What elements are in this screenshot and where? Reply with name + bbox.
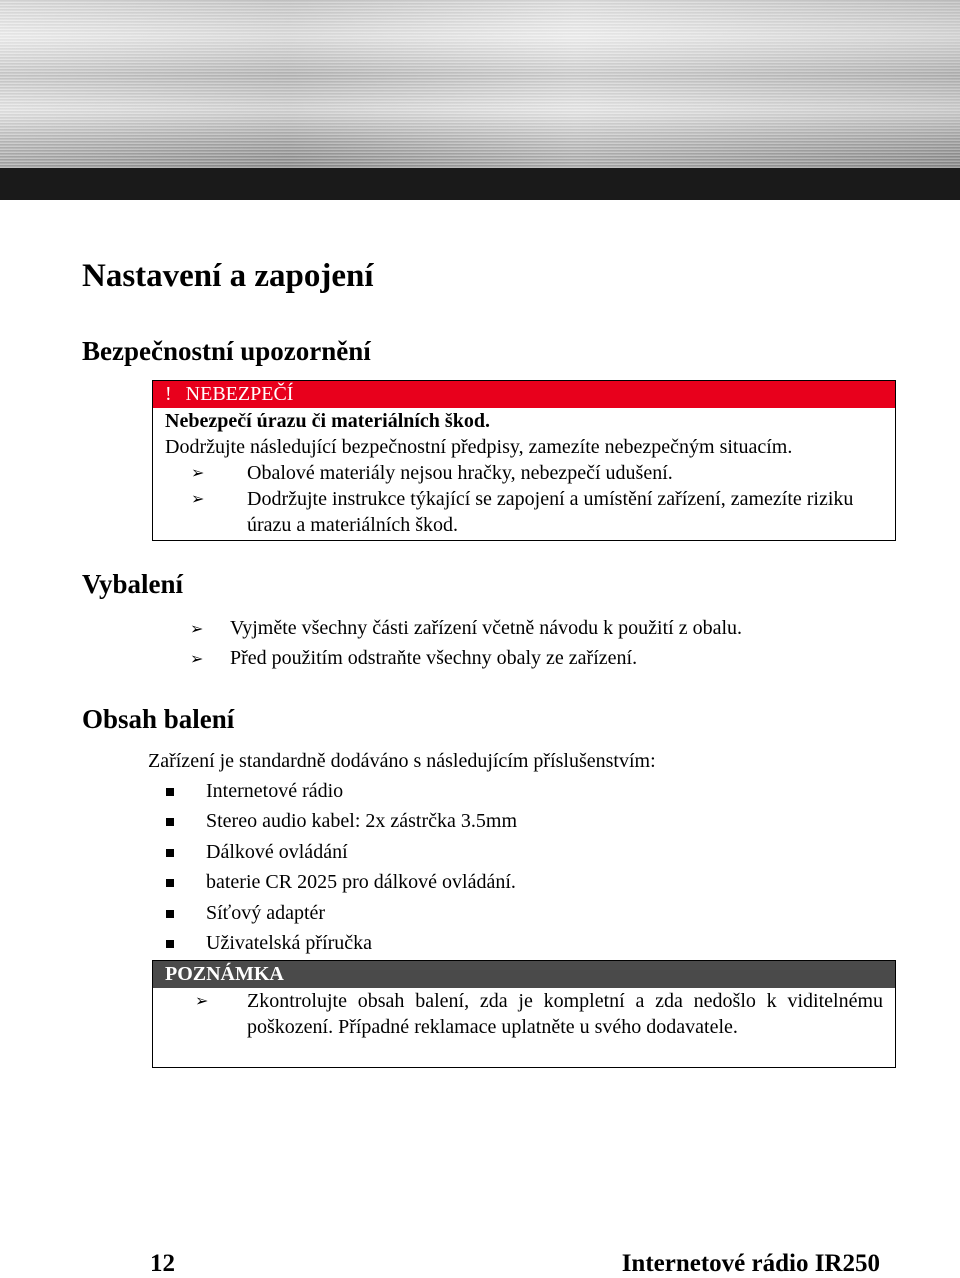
warning-icon: ! (165, 383, 172, 405)
arrow-bullet-icon: ➢ (191, 489, 205, 508)
danger-label: NEBEZPEČÍ (185, 383, 294, 405)
square-bullet-icon (166, 849, 174, 857)
unpacking-item (190, 647, 638, 670)
footer-product-title: Internetové rádio IR250 (621, 1250, 880, 1277)
danger-item-text: Obalové materiály nejsou hračky, nebezpečí udušení. (247, 462, 673, 484)
square-bullet-icon (166, 940, 174, 948)
contents-heading: Obsah balení (82, 704, 235, 734)
danger-box (152, 380, 896, 541)
note-text: Zkontrolujte obsah balení, zda je kompletní a zda nedošlo k viditelnému poškození. Případné reklamace uplatněte u svého dodavatele. (247, 990, 883, 1038)
danger-item (165, 460, 883, 486)
contents-item: Dálkové ovládání (206, 841, 348, 864)
note-box-header: POZNÁMKA (153, 961, 895, 988)
note-box-body (153, 988, 895, 1046)
danger-item (165, 486, 883, 538)
square-bullet-icon (166, 879, 174, 887)
unpacking-heading: Vybalení (82, 569, 184, 599)
arrow-bullet-icon: ➢ (191, 463, 205, 482)
danger-box-body (153, 408, 895, 538)
contents-item: baterie CR 2025 pro dálkové ovládání. (206, 871, 516, 894)
header-decoration (0, 0, 960, 168)
danger-line-2: Dodržujte následující bezpečnostní předpisy, zamezíte nebezpečným situacím. (165, 436, 793, 458)
danger-item-text: Dodržujte instrukce týkající se zapojení a umístění zařízení, zamezíte riziku úrazu a materiálních škod. (247, 488, 854, 536)
page-title: Nastavení a zapojení (82, 258, 374, 294)
arrow-bullet-icon: ➢ (190, 619, 204, 638)
danger-line-1: Nebezpečí úrazu či materiálních škod. (165, 410, 490, 432)
safety-heading: Bezpečnostní upozornění (82, 336, 371, 366)
danger-box-header (153, 381, 895, 408)
square-bullet-icon (166, 788, 174, 796)
note-box (152, 960, 896, 1068)
unpacking-item-text: Před použitím odstraňte všechny obaly ze zařízení. (230, 647, 638, 669)
square-bullet-icon (166, 910, 174, 918)
contents-item: Uživatelská příručka (206, 932, 372, 955)
square-bullet-icon (166, 818, 174, 826)
page-number: 12 (150, 1250, 175, 1277)
unpacking-item-text: Vyjměte všechny části zařízení včetně návodu k použití z obalu. (230, 617, 743, 639)
contents-item: Stereo audio kabel: 2x zástrčka 3.5mm (206, 810, 517, 833)
contents-intro: Zařízení je standardně dodáváno s následujícím příslušenstvím: (148, 750, 656, 772)
header-bar (0, 168, 960, 200)
arrow-bullet-icon: ➢ (195, 991, 209, 1010)
note-item (165, 988, 883, 1040)
contents-item: Síťový adaptér (206, 902, 325, 925)
unpacking-item (190, 617, 743, 640)
arrow-bullet-icon: ➢ (190, 649, 204, 668)
contents-item: Internetové rádio (206, 780, 343, 803)
